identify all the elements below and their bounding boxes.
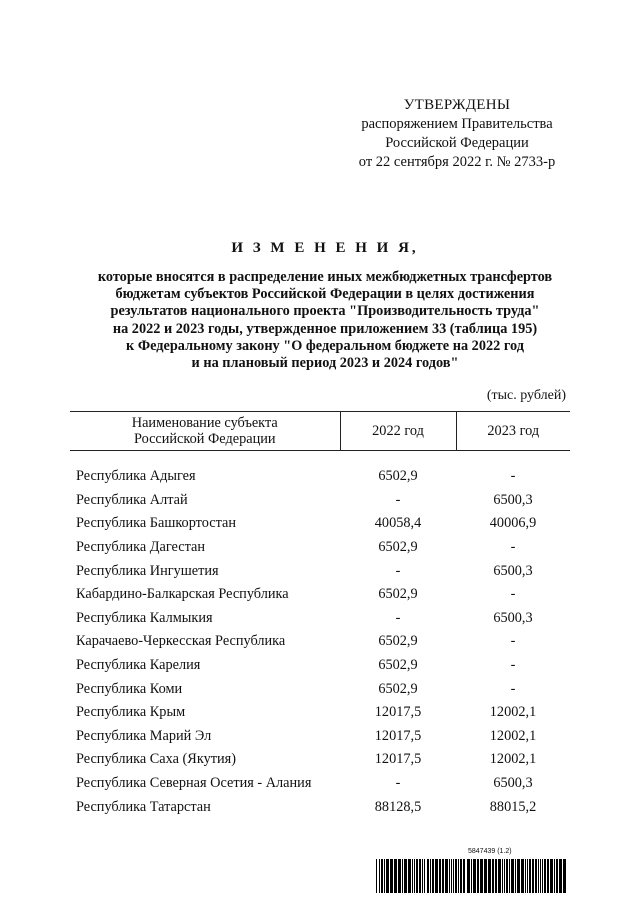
subject-name-cell: Республика Крым (76, 704, 186, 721)
subject-name-cell: Кабардино-Балкарская Республика (76, 586, 289, 603)
subject-name-cell: Республика Коми (76, 680, 183, 697)
value-2023-cell: - (510, 539, 516, 556)
subject-name-cell: Республика Саха (Якутия) (76, 751, 236, 768)
table-row (70, 654, 570, 678)
table-header-row (70, 412, 570, 451)
approval-line-1: распоряжением Правительства (361, 116, 553, 132)
value-2022-cell: - (395, 609, 401, 626)
value-2023-cell: 12002,1 (489, 751, 537, 768)
value-2023-cell: 6500,3 (493, 491, 533, 508)
table-row (70, 748, 570, 772)
table-row (70, 701, 570, 725)
header-subject-line-2: Российской Федерации (133, 431, 276, 447)
title-line-2: бюджетам субъектов Российской Федерации в целях достижения (115, 286, 535, 303)
header-subject-name (70, 412, 340, 451)
table-row (70, 512, 570, 536)
title-line-6: и на плановый период 2023 и 2024 годов" (191, 355, 459, 372)
value-2023-cell: 88015,2 (489, 798, 537, 815)
subject-name-cell: Республика Северная Осетия - Алания (76, 775, 312, 792)
value-2023-cell: 12002,1 (489, 727, 537, 744)
value-2022-cell: 6502,9 (378, 539, 418, 556)
value-2023-cell: - (510, 657, 516, 674)
value-2022-cell: 6502,9 (378, 586, 418, 603)
value-2023-cell: 6500,3 (493, 775, 533, 792)
value-2022-cell: 12017,5 (374, 727, 422, 744)
subject-name-cell: Республика Адыгея (76, 468, 196, 485)
table-row (70, 559, 570, 583)
distribution-table (70, 411, 570, 819)
value-2022-cell: 6502,9 (378, 657, 418, 674)
header-2022: 2022 год (340, 412, 456, 451)
table-row (70, 536, 570, 560)
value-2022-cell: 40058,4 (374, 515, 422, 532)
document-barcode (376, 848, 568, 896)
subject-name-cell: Республика Ингушетия (76, 562, 219, 579)
table-row (70, 630, 570, 654)
title-line-4: на 2022 и 2023 годы, утвержденное приложением 33 (таблица 195) (112, 320, 538, 337)
value-2022-cell: - (395, 775, 401, 792)
table-spacer-row (70, 451, 570, 466)
value-2023-cell: - (510, 586, 516, 603)
value-2023-cell: - (510, 680, 516, 697)
value-2023-cell: - (510, 633, 516, 650)
units-label: (тыс. рублей) (486, 388, 566, 403)
title-line-5: к Федеральному закону "О федеральном бюджете на 2022 год (126, 337, 524, 354)
value-2023-cell: 6500,3 (493, 609, 533, 626)
approval-heading: УТВЕРЖДЕНЫ (403, 97, 511, 113)
value-2022-cell: 88128,5 (374, 798, 422, 815)
subject-name-cell: Республика Алтай (76, 491, 188, 508)
table-row (70, 772, 570, 796)
subject-name-cell: Карачаево-Черкесская Республика (76, 633, 286, 650)
barcode-label: 5847439 (1.2) (468, 848, 512, 855)
approval-line-2: Российской Федерации (385, 135, 529, 151)
value-2022-cell: - (395, 491, 401, 508)
approval-line-3: от 22 сентября 2022 г. № 2733-р (358, 154, 556, 170)
value-2022-cell: 12017,5 (374, 704, 422, 721)
subject-name-cell: Республика Марий Эл (76, 727, 212, 744)
table-row (70, 795, 570, 819)
value-2022-cell: 12017,5 (374, 751, 422, 768)
header-subject-line-1: Наименование субъекта (131, 415, 278, 431)
document-title (60, 240, 590, 372)
table-row (70, 607, 570, 631)
value-2023-cell: 6500,3 (493, 562, 533, 579)
barcode-icon (376, 859, 568, 893)
table-row (70, 677, 570, 701)
table-row (70, 489, 570, 513)
table-row (70, 583, 570, 607)
value-2022-cell: 6502,9 (378, 680, 418, 697)
table-row (70, 465, 570, 489)
value-2023-cell: 40006,9 (489, 515, 537, 532)
title-heading: И З М Е Н Е Н И Я, (231, 240, 419, 256)
subject-name-cell: Республика Калмыкия (76, 609, 213, 626)
subject-name-cell: Республика Башкортостан (76, 515, 236, 532)
header-2023: 2023 год (456, 412, 570, 451)
value-2023-cell: - (510, 468, 516, 485)
value-2022-cell: 6502,9 (378, 633, 418, 650)
subject-name-cell: Республика Дагестан (76, 539, 206, 556)
value-2022-cell: 6502,9 (378, 468, 418, 485)
value-2023-cell: 12002,1 (489, 704, 537, 721)
table-row (70, 725, 570, 749)
subject-name-cell: Республика Татарстан (76, 798, 211, 815)
value-2022-cell: - (395, 562, 401, 579)
approval-block (350, 96, 564, 172)
subject-name-cell: Республика Карелия (76, 657, 201, 674)
title-line-1: которые вносятся в распределение иных межбюджетных трансфертов (97, 269, 553, 285)
title-line-3: результатов национального проекта "Производительность труда" (110, 303, 540, 320)
